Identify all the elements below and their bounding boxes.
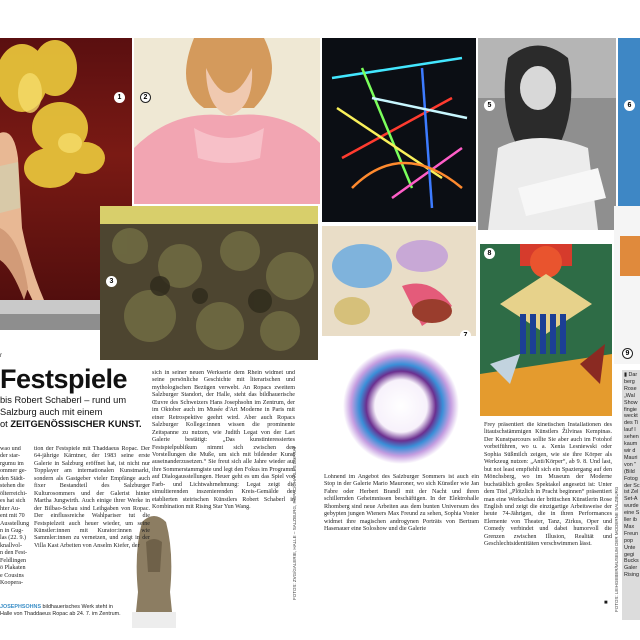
sidebar-line: Mauri <box>624 454 638 461</box>
sidebar-line: der Sc <box>624 482 640 489</box>
col1-line: ölterreichi- <box>0 490 28 497</box>
col1-line: wao und <box>0 446 21 452</box>
sidebar-line: „Wal <box>624 392 635 399</box>
col1-line: hter Au- <box>0 505 21 512</box>
sidebar-line: ▮ Dar <box>624 372 638 378</box>
col1-line: Feldlingen <box>0 557 27 564</box>
sidebar-line: Show <box>624 399 638 406</box>
end-mark: ■ <box>604 600 608 606</box>
sidebar-line: lauf I <box>624 427 636 434</box>
sculpture-caption <box>0 604 190 618</box>
col1-line: den Städt- <box>0 475 25 482</box>
col1-line: Koopera- <box>0 580 24 587</box>
dek-line-3-prefix: ot <box>0 419 11 429</box>
col1-line: ö Plakaten <box>0 565 26 572</box>
photo-credit-left: FOTOS: ZVG/GALERIE, HALLE – SALZBURG, ROPAC/CHARLES DUPRAT <box>292 445 297 600</box>
surreal-collage <box>322 226 476 336</box>
sidebar-line: pop <box>624 537 633 544</box>
sidebar-line: gegi <box>624 551 635 558</box>
image-number-3: 3 <box>106 276 117 287</box>
geometric-painting <box>480 244 612 416</box>
col1-line: ent mit 70 <box>0 513 25 520</box>
image-number-7: 7 <box>460 330 471 336</box>
woman-reading-photo <box>478 38 616 230</box>
dek-line-3 <box>0 418 146 430</box>
sculpture-caption-text: bildhauerisches Werk steht in <box>41 604 113 610</box>
sidebar-line: Freun <box>624 530 639 537</box>
sidebar-line: kaum <box>624 441 638 448</box>
subheadline <box>0 394 146 430</box>
dek-line-3-bold: ZEITGENÖSSISCHER KUNST. <box>10 419 142 429</box>
col1-line: stehen die <box>0 483 25 490</box>
sidebar-line: eine S <box>624 510 640 517</box>
col1-line: knallvol- <box>0 542 23 549</box>
sidebar-line: Rose <box>624 385 637 392</box>
sidebar-line: von " <box>624 461 637 468</box>
landscape-painting <box>100 206 318 360</box>
image-number-5: 5 <box>484 100 495 111</box>
image-number-1: 1 <box>114 92 125 103</box>
image-number-8: 8 <box>484 248 495 259</box>
sculpture-caption-line-1 <box>0 604 190 611</box>
image-number-6: 6 <box>624 100 635 111</box>
sidebar-line: fingie <box>624 406 637 413</box>
section-fragment: r <box>0 353 2 359</box>
body-column-3: sich in seiner neuen Werkserie dem Rhein widmet und seine persönliche Geschichte mit literarischen und mythologischen Bezügen verwebt. An Ropacs zweitem Salzburger Standort, der Halle, steht das bildhauerische Œuvre des Schweizers Hans Josephsohn im Zentrum, der im Oktober auch im Musée d'Art Moderne in Paris mit einer Retrospektive geehrt wird. Aber auch Ropacs Salzburger Kollege:innen wissen die prominente Zeitspanne zu nutzen, wie Judith Legat von der Lart Galerie bestätigt: „Das kunstinteressiertes Festspielpublikum nimmt sich zwischen den Vorstellungen die Muße, um sich mit bildender Kunst auseinanderzusetzen.“ Sie freut sich alle Jahre wieder auf ihre Sommerstammgiste und legt den Fokus im Programm auf Dialogausstellungen. Heuer geht es um das Spiel von Farb- und Lichtwahrnehmung: Legat zeigt die simultierenden inszenierenden Kreis-Gemälde des etablierten steirischen Künstlers Robert Schaberl in Kombination mit Rising Star Yun Wang. <box>152 370 295 511</box>
sculpture-caption-line-2: Halle von Thaddaeus Ropac ab 24. 7. im Zentrum. <box>0 610 121 617</box>
body-column-2: tion der Festspiele mit Thaddaeus Ropac. Der 64-jährige Kärntner, der 1983 seine erste Galerie in Salzburg eröffnet hat, ist nicht nur Topplayer am internationalen Kunstmarkt, sondern als Gastgeber vieler Empfänge auch fixer Bestandteil des Salzburger Kulturosommers und der Galerist hinter Martha Jungwirth. Auch einige ihrer Werke in der Bilbao-Schau sind Leihgaben von Ropac. Der einflussreiche Wahlpariser tut die Festspielzeit auch heuer wieder, um seine Künstler:innen mit Kurator:innen wie Sammler:innen zu vernetzen, und zeigt in der Villa Kast Arbeiten von Anselm Kiefer, der <box>34 446 150 549</box>
circle-painting <box>324 342 478 470</box>
partial-right-image <box>618 38 640 206</box>
pink-portrait-painting <box>134 38 320 204</box>
body-column-4: Lohnend im Angebot des Salzburger Sommers ist auch ein Stop in der Galerie Mario Mauroner, wo sich Künstler wie Jan Fabre oder Herbert Brandl mit der Nacht und ihren schillernden Geheimnissen beschäftigen. In der Elektrohalle Rhomberg sind neue Arbeiten aus dem bunten Universum des gebypten jungen Wieners Max Freund zu sehen, Sophia Vonier widmet ihre magischen androgynen Porträts von Bertram Hasenauer eine Soloshow und die Galerie <box>324 474 479 533</box>
col1-line: n in Gug- <box>0 527 24 534</box>
col1-line: ommer ge- <box>0 468 27 475</box>
image-number-2: 2 <box>140 92 151 103</box>
sidebar-line: des Ti <box>624 420 639 427</box>
sculpture-caption-bold: JOSEPHSOHNS <box>0 604 42 610</box>
image-number-9: 9 <box>622 348 633 359</box>
body-column-5: Frey präsentiert die kinetischen Installationen des litauischstämmigen Künstlers Žilvinas Kempinas. Der Kunstparcours sollte Sie aber auch im Fotohof vorbeiführen, wo u. a. Xenia Lesniewski oder Sophia Süßmilch zeigen, wie sie ihre Körper als Werkzeug nutzen: „Anti/Körper“, ab 9. 8. Und last, but not least empfiehlt sich ein Spaziergang auf den Mönchsberg, wo im Museum der Moderne buchstäblich großes Spektakel angesetzt ist: Unter dem Titel „Plötzlich in Pracht beginnen“ präsentiert man eine Werkschau der britischen Künstlerin Rose English und zeigt die einzigartige Arbeitsweise der heute 74-Jährigen, die in ihren Performances Elemente von Theater, Tanz, Zirkus, Oper und Comedy verbindet und dabei humorvoll die Grenzen zwischen Illusion, Realität und Geschlechtsidentitäten verschwimmen lässt. <box>484 422 612 548</box>
sidebar-line: Max <box>624 523 635 530</box>
sidebar-box <box>622 370 640 620</box>
col1-line: rgumu im <box>0 460 24 467</box>
col1-line: der star- <box>0 453 21 460</box>
sidebar-line: Fotog <box>624 475 638 482</box>
sidebar-line: berg <box>624 378 635 385</box>
orange-object <box>614 206 640 364</box>
sidebar-line: weckt <box>624 413 638 420</box>
sidebar-line: ller ib <box>624 517 637 524</box>
sidebar-line: ist Zel <box>624 489 639 496</box>
sidebar-line: sehen <box>624 434 639 441</box>
sidebar-line: Rising <box>624 572 639 579</box>
sidebar-line: Set-A <box>624 496 638 503</box>
col1-line: n den Fest- <box>0 550 28 557</box>
photo-credit-right: FOTOS: LEIHGEBER/MUSEUM DER MODERNE SALZBURG <box>614 486 619 612</box>
neon-installation <box>322 38 476 222</box>
col1-line: es hat sich <box>0 498 26 505</box>
sidebar-line: Unte <box>624 544 636 551</box>
dek-line-1: bis Robert Schaberl – rund um <box>0 395 127 405</box>
dek-line-2: Salzburg auch mit einem <box>0 407 103 417</box>
sidebar-line: (Bild <box>624 468 635 475</box>
sidebar-line: wir d <box>624 447 636 454</box>
sidebar-line: Bucks <box>624 558 639 565</box>
col1-line: las (22. 9.) <box>0 535 27 542</box>
col1-line: Ausstellung <box>0 520 30 527</box>
sidebar-line: Galer <box>624 565 638 572</box>
sidebar-line: wurde <box>624 503 639 510</box>
body-column-1 <box>0 446 30 596</box>
headline: Festspiele <box>0 364 128 394</box>
col1-line: e Cousins <box>0 572 24 579</box>
